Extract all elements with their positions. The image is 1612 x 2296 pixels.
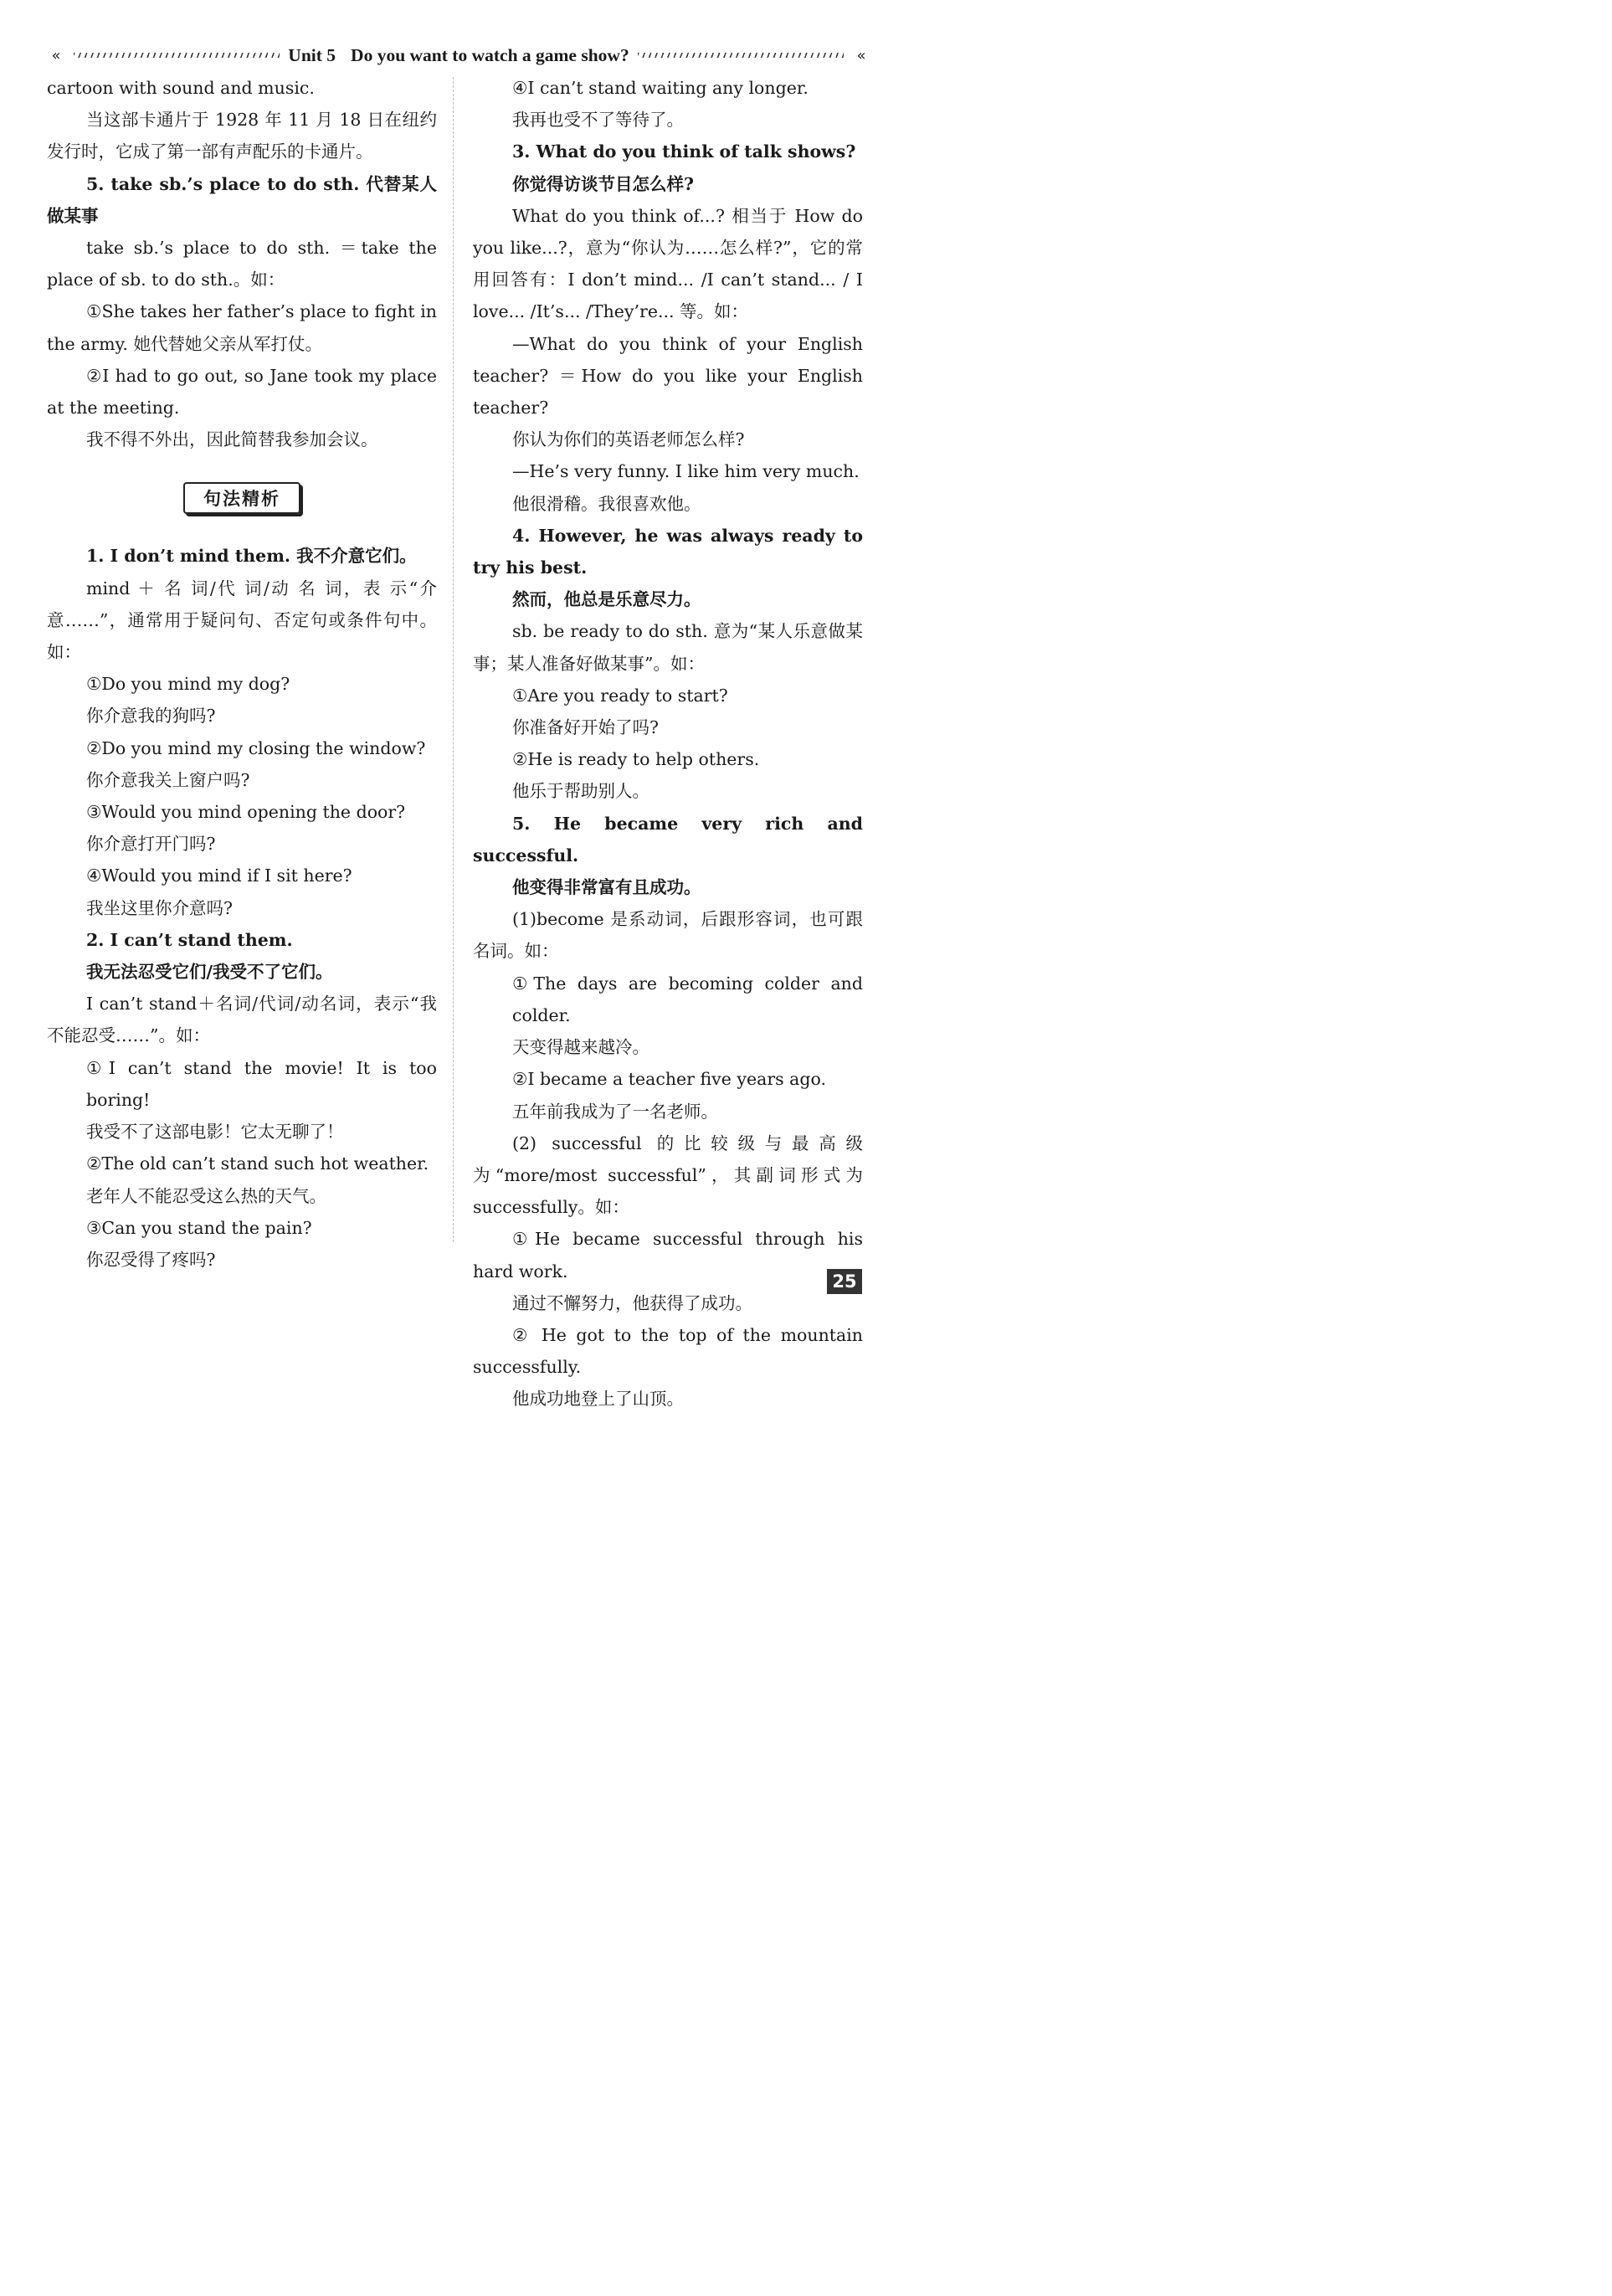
example-translation: 他乐于帮助别人。 (512, 781, 649, 802)
example-translation: 我不得不外出，因此简替我参加会议。 (86, 429, 378, 450)
item-heading-translation: 我无法忍受它们/我受不了它们。 (86, 962, 333, 983)
example-translation: 你介意打开门吗? (86, 834, 216, 855)
example: ①She takes her father’s place to fight in the army. 她代替她父亲从军打仗。 (47, 301, 437, 354)
textbook-page (0, 0, 921, 1410)
paragraph: sb. be ready to do sth. 意为“某人乐意做某事；某人准备好做某事”。如： (473, 621, 863, 674)
example-translation: 他很滑稽。我很喜欢他。 (512, 493, 701, 514)
example-translation: 你忍受得了疼吗? (86, 1249, 216, 1270)
example: ③Can you stand the pain? (86, 1217, 312, 1238)
example-translation: 你介意我关上窗户吗? (86, 769, 250, 790)
item-heading: 5. He became very rich and successful. (473, 813, 863, 865)
example-translation: 我坐这里你介意吗? (86, 897, 233, 918)
example: ①Do you mind my dog? (86, 674, 290, 695)
item-heading: 4. However, he was always ready to try his best. (473, 525, 863, 578)
example-translation: 我再也受不了等待了。 (512, 110, 684, 131)
double-chevron-left-icon: « (51, 46, 61, 64)
left-column (47, 72, 437, 1276)
item-heading-translation: 他变得非常富有且成功。 (512, 877, 701, 898)
example: ④I can’t stand waiting any longer. (512, 78, 809, 98)
example: ② He got to the top of the mountain successfully. (473, 1324, 863, 1378)
example: ③Would you mind opening the door? (86, 802, 406, 823)
example-translation: 天变得越来越冷。 (512, 1037, 649, 1058)
example: ④Would you mind if I sit here? (86, 865, 352, 886)
example-translation: 通过不懈努力，他获得了成功。 (512, 1292, 752, 1313)
header-dotted-rule (638, 51, 844, 59)
item-heading-translation: 你觉得访谈节目怎么样? (512, 173, 695, 194)
paragraph: What do you think of...? 相当于 How do you like...?，意为“你认为……怎么样?”，它的常用回答有：I don’t mind... /I can’t stand... / I love... /It’s... /They’re... 等。如： (473, 205, 863, 322)
page-number: 25 (827, 1269, 862, 1294)
header-dotted-rule (74, 51, 280, 59)
paragraph: (1)become 是系动词，后跟形容词，也可跟名词。如： (473, 909, 863, 962)
right-column (473, 72, 863, 1415)
example-translation: 你准备好开始了吗? (512, 717, 659, 738)
running-header (47, 40, 870, 70)
example-translation: 他成功地登上了山顶。 (512, 1389, 684, 1410)
item-heading-translation: 然而，他总是乐意尽力。 (512, 589, 701, 610)
item-heading: 2. I can’t stand them. (86, 929, 293, 950)
item-heading: 3. What do you think of talk shows? (512, 141, 856, 162)
example: ②He is ready to help others. (512, 749, 760, 770)
paragraph: I can’t stand＋名词/代词/动名词，表示“我不能忍受……”。如： (47, 994, 437, 1046)
example: ①I can’t stand the movie! It is too boring! (86, 1057, 437, 1110)
unit-label: Unit 5 (288, 44, 336, 65)
paragraph: mind ＋ 名 词/代 词/动 名 词，表 示“介意……”，通常用于疑问句、否定句或条件句中。如： (47, 578, 437, 663)
example-translation: 你介意我的狗吗? (86, 706, 216, 727)
example: ②I became a teacher five years ago. (512, 1069, 827, 1090)
item-heading: 1. I don’t mind them. 我不介意它们。 (86, 546, 417, 567)
example: ①Are you ready to start? (512, 685, 728, 706)
example: ①The days are becoming colder and colder. (512, 973, 863, 1025)
section-heading-label: 句法精析 (203, 488, 280, 509)
double-chevron-right-icon: « (856, 46, 866, 64)
example: ②I had to go out, so Jane took my place at the meeting. (47, 365, 437, 419)
item-heading: 5. take sb.’s place to do sth. 代替某人做某事 (47, 173, 437, 226)
example: ②Do you mind my closing the window? (86, 737, 426, 758)
example: ①He became successful through his hard work. (473, 1229, 863, 1282)
example-translation: 我受不了这部电影！它太无聊了！ (86, 1122, 344, 1143)
paragraph: take sb.’s place to do sth. ＝take the place of sb. to do sth.。如： (47, 238, 437, 290)
section-heading (183, 482, 300, 514)
example-translation: 老年人不能忍受这么热的天气。 (86, 1185, 326, 1206)
paragraph: (2) successful 的比较级与最高级为“more/most successful”，其副词形式为 successfully。如： (473, 1133, 863, 1218)
column-divider (453, 77, 454, 1242)
example: —What do you think of your English teacher? ＝How do you like your English teacher? (473, 333, 863, 419)
unit-name: Do you want to watch a game show? (351, 44, 629, 65)
example-translation: 你认为你们的英语老师怎么样? (512, 429, 745, 450)
paragraph: 当这部卡通片于 1928 年 11 月 18 日在纽约发行时，它成了第一部有声配乐的卡通片。 (47, 110, 437, 162)
example: —He’s very funny. I like him very much. (512, 461, 860, 482)
example-translation: 五年前我成为了一名老师。 (512, 1101, 718, 1122)
section-heading-wrap (47, 455, 437, 540)
paragraph: cartoon with sound and music. (47, 78, 315, 98)
unit-title (288, 45, 629, 66)
example: ②The old can’t stand such hot weather. (86, 1153, 429, 1174)
